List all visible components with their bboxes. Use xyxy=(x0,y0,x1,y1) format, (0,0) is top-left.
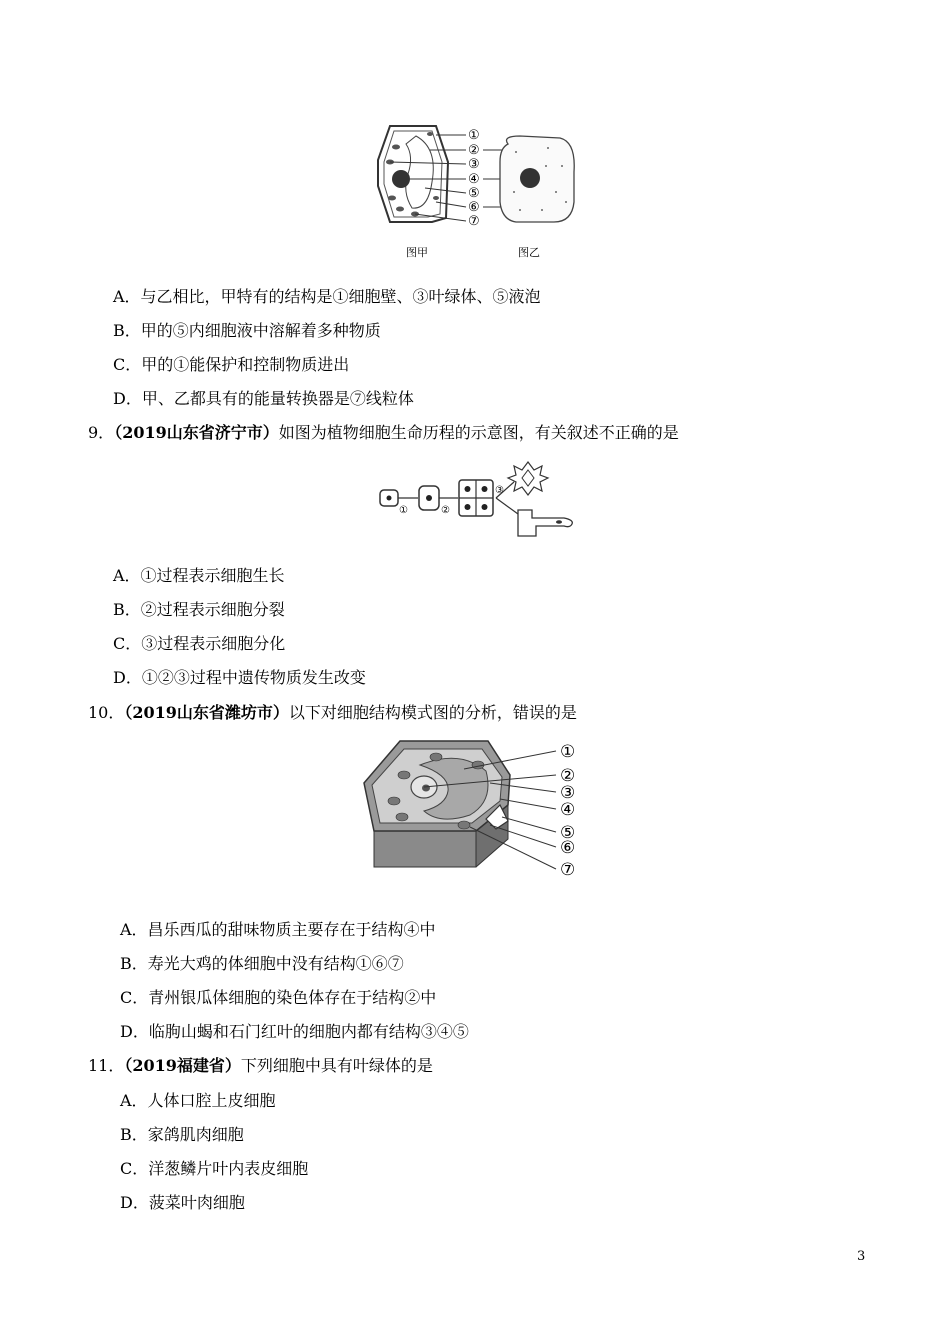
q8-label-3: ③ xyxy=(468,157,480,172)
q8-label-6: ⑥ xyxy=(468,200,480,215)
q9-option-d: D．①②③过程中遗传物质发生改变 xyxy=(113,668,366,687)
q8-option-c: C．甲的①能保护和控制物质进出 xyxy=(113,355,350,374)
q9-stem xyxy=(88,422,679,444)
q11-option-b: B．家鸽肌肉细胞 xyxy=(120,1125,244,1144)
q10-option-c: C．青州银瓜体细胞的染色体存在于结构②中 xyxy=(120,988,437,1007)
q11-stem-text: 下列细胞中具有叶绿体的是 xyxy=(240,1056,433,1075)
q9-source: （2019山东省济宁市） xyxy=(114,423,279,442)
q10-option-a: A．昌乐西瓜的甜味物质主要存在于结构④中 xyxy=(120,920,436,939)
q10-number: 10． xyxy=(88,703,125,722)
q9-label-1: ① xyxy=(399,505,408,516)
q11-option-c: C．洋葱鳞片叶内表皮细胞 xyxy=(120,1159,309,1178)
q11-source: （2019福建省） xyxy=(124,1056,241,1075)
q11-option-d: D．菠菜叶肉细胞 xyxy=(120,1193,245,1212)
q9-option-c: C．③过程表示细胞分化 xyxy=(113,634,286,653)
q9-option-a: A．①过程表示细胞生长 xyxy=(113,566,285,585)
q9-label-3: ③ xyxy=(495,485,504,496)
q10-label-4: ④ xyxy=(560,800,576,820)
q10-source: （2019山东省潍坊市） xyxy=(124,703,289,722)
q8-option-a: A．与乙相比，甲特有的结构是①细胞壁、③叶绿体、⑤液泡 xyxy=(113,287,541,306)
q10-stem xyxy=(88,702,577,724)
q10-label-6: ⑥ xyxy=(560,838,576,858)
q9-option-b: B．②过程表示细胞分裂 xyxy=(113,600,285,619)
q10-option-d: D．临朐山蝎和石门红叶的细胞内都有结构③④⑤ xyxy=(120,1022,469,1041)
q9-stem-text: 如图为植物细胞生命历程的示意图，有关叙述不正确的是 xyxy=(278,423,679,442)
q9-cell-life-figure xyxy=(378,458,578,540)
q8-label-2: ② xyxy=(468,143,480,158)
q8-cell-figure xyxy=(370,122,585,262)
q8-label-7: ⑦ xyxy=(468,214,480,229)
q10-option-b: B．寿光大鸡的体细胞中没有结构①⑥⑦ xyxy=(120,954,404,973)
q11-stem xyxy=(88,1055,433,1077)
q11-option-a: A．人体口腔上皮细胞 xyxy=(120,1091,276,1110)
q8-option-d: D．甲、乙都具有的能量转换器是⑦线粒体 xyxy=(113,389,414,408)
q8-label-1: ① xyxy=(468,128,480,143)
q10-label-7: ⑦ xyxy=(560,860,576,880)
q8-caption-left: 图甲 xyxy=(406,246,428,259)
q8-caption-right: 图乙 xyxy=(518,246,540,259)
q8-label-5: ⑤ xyxy=(468,186,480,201)
page-number: 3 xyxy=(857,1249,866,1264)
q9-number: 9． xyxy=(88,423,115,442)
q9-label-2: ② xyxy=(441,505,450,516)
q10-stem-text: 以下对细胞结构模式图的分析，错误的是 xyxy=(288,703,577,722)
q10-label-1: ① xyxy=(560,742,576,762)
q10-label-3: ③ xyxy=(560,783,576,803)
q10-label-2: ② xyxy=(560,766,576,786)
q8-option-b: B．甲的⑤内细胞液中溶解着多种物质 xyxy=(113,321,381,340)
q8-label-4: ④ xyxy=(468,172,480,187)
q11-number: 11． xyxy=(88,1056,125,1075)
q10-cell-structure-figure xyxy=(360,735,590,885)
q10-label-5: ⑤ xyxy=(560,823,576,843)
